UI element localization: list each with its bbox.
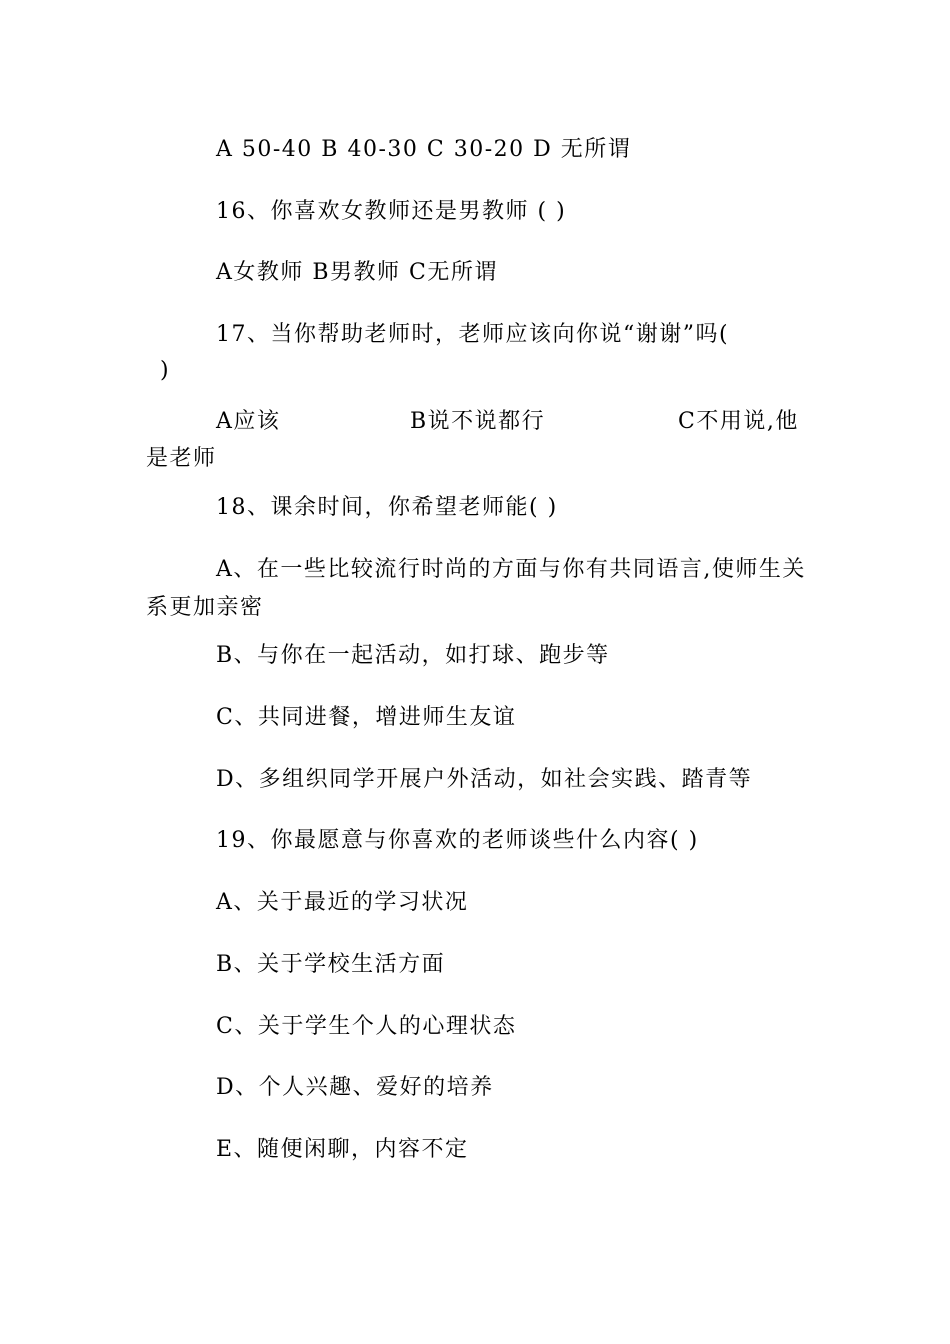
q17-question-cont: ) [160,358,171,383]
q15-options: A 50-40 B 40-30 C 30-20 D 无所谓 [216,137,632,162]
q19-option-a: A、关于最近的学习状况 [216,890,469,915]
q18-question: 18、课余时间，你希望老师能( ) [216,495,558,520]
q19-option-c: C、关于学生个人的心理状态 [216,1014,517,1039]
q18-option-a: A、在一些比较流行时尚的方面与你有共同语言,使师生关 [216,557,806,582]
q19-option-e: E、随便闲聊，内容不定 [216,1137,469,1162]
q19-option-b: B、关于学校生活方面 [216,952,446,977]
q19-question: 19、你最愿意与你喜欢的老师谈些什么内容( ) [216,828,699,853]
q17-option-c-cont: 是老师 [146,446,217,471]
q17-option-a: A应该 [216,409,281,434]
q18-option-c: C、共同进餐，增进师生友谊 [216,705,517,730]
q18-option-b: B、与你在一起活动，如打球、跑步等 [216,643,610,668]
q16-question: 16、你喜欢女教师还是男教师 ( ) [216,199,567,224]
q16-options: A女教师 B男教师 C无所谓 [216,260,498,285]
q18-option-a-cont: 系更加亲密 [146,595,264,620]
q17-question: 17、当你帮助老师时，老师应该向你说“谢谢”吗( [216,322,730,347]
q17-option-b: B说不说都行 [410,409,546,434]
q18-option-d: D、多组织同学开展户外活动，如社会实践、踏青等 [216,767,753,792]
q17-option-c: C不用说,他 [678,409,799,434]
q19-option-d: D、个人兴趣、爱好的培养 [216,1075,494,1100]
